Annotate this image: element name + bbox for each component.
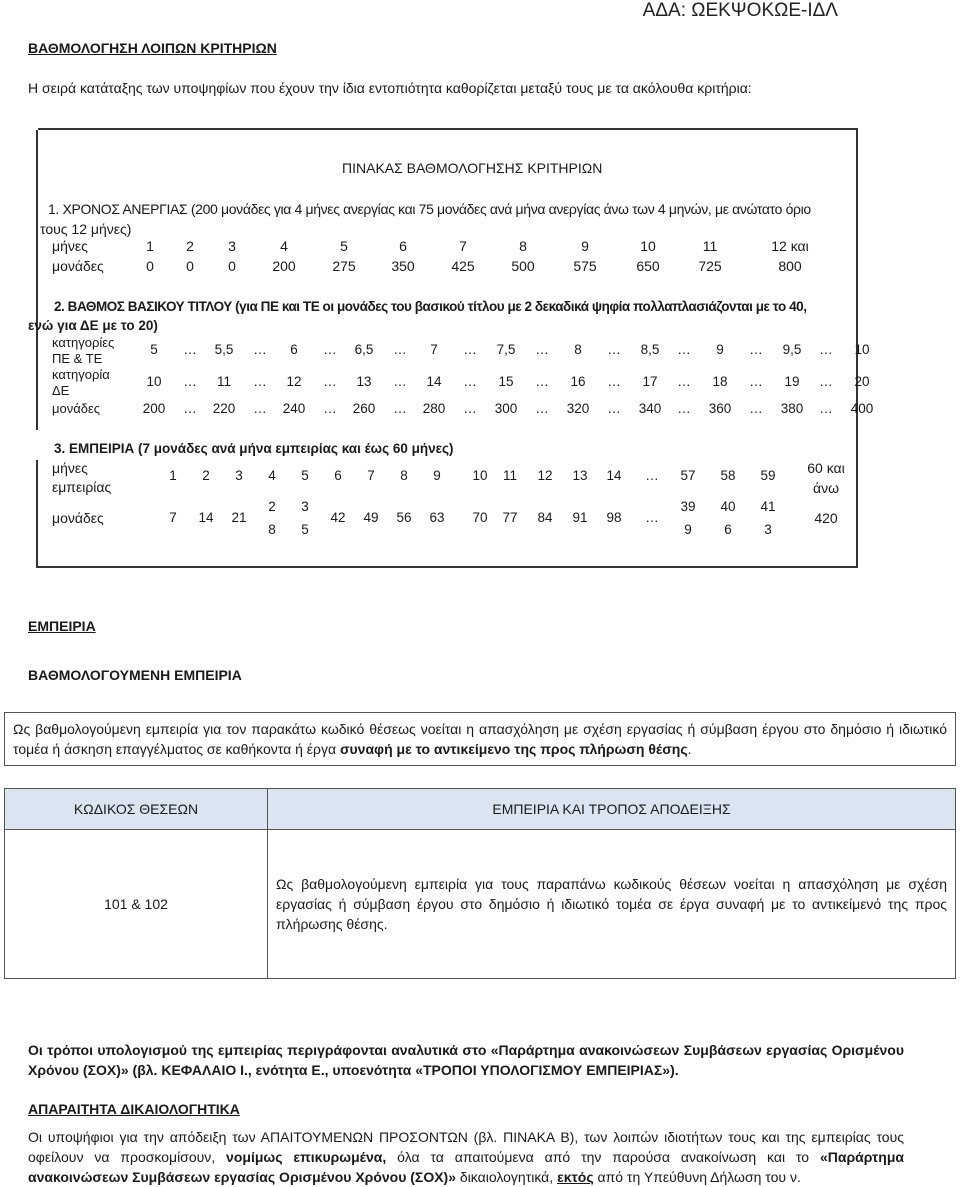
c2-de-9: 18 — [712, 374, 728, 389]
c2-points-10: 380 — [780, 401, 804, 416]
c2-de-5: 14 — [426, 374, 442, 389]
c2-pe-te-7: 8 — [574, 342, 582, 357]
c1-month-7: 7 — [459, 238, 467, 254]
c2-pe-te-9: 9 — [716, 342, 724, 357]
experience-codes-table — [4, 788, 956, 979]
c2-pe-te-label-b: ΠΕ & ΤΕ — [52, 351, 103, 366]
ada-code: ΑΔΑ: ΩΕΚΨΟΚΩΕ-ΙΔΛ — [642, 0, 838, 21]
experience-proof: Ως βαθμολογούμενη εμπειρία για τους παραπάνω κωδικούς θέσεων νοείται η απασχόληση με σχέση εργασίας ή σύμβαση έργου στο δημόσιο ή ιδιωτικό τομέα σε έργα συναφή με το αντικείμενό της προς πλήρωσης θέσης. — [268, 830, 956, 979]
c2-ellipsis-1-7: … — [677, 374, 691, 389]
docs-paragraph — [28, 1127, 904, 1187]
c1-month-8: 8 — [519, 238, 527, 254]
c3-month-3: 3 — [235, 468, 243, 483]
c3-month-5: 5 — [301, 468, 309, 483]
c3-points-last: 420 — [814, 510, 838, 526]
c1-points-9: 575 — [573, 258, 597, 274]
c3-month-12: 12 — [537, 468, 553, 483]
docs-text-4: από τη Υπεύθυνη Δήλωση του ν. — [593, 1169, 801, 1185]
intro-text: Η σειρά κατάταξης των υποψηφίων που έχουν την ίδια εντοπιότητα καθορίζεται μεταξύ τους με τα ακόλουθα κριτήρια: — [28, 80, 752, 96]
experience-definition-table — [4, 712, 956, 766]
c3-points-15: 39 — [680, 499, 696, 514]
c2-ellipsis-1-0: … — [183, 374, 197, 389]
c1-month-9: 9 — [581, 238, 589, 254]
c2-ellipsis-2-3: … — [393, 401, 407, 416]
c2-pe-te-3: 6 — [290, 342, 298, 357]
c2-points-7: 320 — [566, 401, 590, 416]
c3-points-16: 40 — [720, 499, 736, 514]
c2-ellipsis-1-9: … — [819, 374, 833, 389]
c2-ellipsis-1-1: … — [253, 374, 267, 389]
c1-points-12: 800 — [778, 258, 802, 274]
c1-points-3: 0 — [228, 258, 236, 274]
c1-points-label: μονάδες — [52, 258, 104, 274]
c3-points-17: 41 — [760, 499, 776, 514]
docs-bold-underline: εκτός — [557, 1169, 594, 1185]
c1-heading-cont: τους 12 μήνες) — [40, 221, 132, 237]
definition-end: . — [687, 741, 692, 757]
c2-ellipsis-2-4: … — [463, 401, 477, 416]
c3-month-7: 7 — [367, 468, 375, 483]
c2-pe-te-1: 5 — [150, 342, 158, 357]
c3-months-label-b: εμπειρίας — [52, 479, 112, 495]
c3-points-7: 49 — [363, 510, 379, 525]
c2-de-6: 15 — [498, 374, 514, 389]
c3-heading: 3. ΕΜΠΕΙΡΙΑ (7 μονάδες ανά μήνα εμπειρίας και έως 60 μήνες) — [54, 441, 454, 456]
c3-month-11: 11 — [502, 468, 517, 483]
c3-points-1: 7 — [169, 510, 177, 525]
c3-points-9: 63 — [429, 510, 445, 525]
c2-pe-te-2: 5,5 — [214, 342, 234, 357]
c2-de-8: 17 — [642, 374, 658, 389]
c3-month-4: 4 — [268, 468, 276, 483]
heading-other-criteria: ΒΑΘΜΟΛΟΓΗΣΗ ΛΟΙΠΩΝ ΚΡΙΤΗΡΙΩΝ — [28, 40, 277, 56]
docs-bold-2: «Παράρτημα ανακοινώσεων Συμβάσεων εργασίας Ορισμένου Χρόνου (ΣΟΧ)» — [28, 1149, 904, 1185]
c2-ellipsis-2-5: … — [535, 401, 549, 416]
c2-de-label: κατηγορία — [52, 367, 110, 382]
experience-title: ΕΜΠΕΙΡΙΑ — [28, 618, 96, 634]
c2-ellipsis-1-2: … — [323, 374, 337, 389]
c2-ellipsis-0-6: … — [607, 342, 621, 357]
c2-points-6: 300 — [494, 401, 518, 416]
c3-points-4: 2 — [268, 499, 276, 514]
c1-month-10: 10 — [640, 238, 656, 254]
docs-text-1: Οι υποψήφιοι για την απόδειξη των ΑΠΑΙΤΟΥΜΕΝΩΝ ΠΡΟΣΟΝΤΩΝ (βλ. ΠΙΝΑΚΑ Β), των λοιπών ιδιοτήτων τους και της εμπειρίας τους οφείλουν να προσκομίσουν, — [28, 1129, 904, 1165]
c1-month-3: 3 — [228, 238, 236, 254]
c3-month-6: 6 — [334, 468, 342, 483]
c2-ellipsis-0-9: … — [819, 342, 833, 357]
c3-points-bot-4: 8 — [268, 522, 276, 537]
c1-month-6: 6 — [399, 238, 407, 254]
calc-note: Οι τρόποι υπολογισμού της εμπειρίας περιγράφονται αναλυτικά στο «Παράρτημα ανακοινώσεων Συμβάσεων εργασίας Ορισμένου Χρόνου (ΣΟΧ)» (βλ. ΚΕΦΑΛΑΙΟ Ι., ενότητα Ε., υποενότητα «ΤΡΟΠΟΙ ΥΠΟΛΟΓΙΣΜΟΥ ΕΜΠΕΙΡΙΑΣ»). — [28, 1042, 904, 1078]
c3-points-bot-16: 6 — [724, 522, 732, 537]
c2-heading: 2. ΒΑΘΜΟΣ ΒΑΣΙΚΟΥ ΤΙΤΛΟΥ (για ΠΕ και ΤΕ οι μονάδες του βασικού τίτλου με 2 δεκαδικά ψηφία πολλαπλασιάζονται με το 40, — [54, 299, 807, 314]
c2-pe-te-11: 10 — [854, 342, 870, 357]
c1-points-10: 650 — [636, 258, 660, 274]
c1-months-label: μήνες — [52, 238, 88, 254]
c1-points-8: 500 — [511, 258, 535, 274]
c2-de-10: 19 — [784, 374, 800, 389]
definition-text: Ως βαθμολογούμενη εμπειρία για τον παρακάτω κωδικό θέσεως νοείται η απασχόληση με σχέση εργασίας ή σύμβαση έργου στο δημόσιο ή ιδιωτικό τομέα ή άσκηση επαγγέλματος σε καθήκοντα ή έργα — [13, 721, 947, 757]
c1-heading: 1. ΧΡΟΝΟΣ ΑΝΕΡΓΙΑΣ (200 μονάδες για 4 μήνες ανεργίας και 75 μονάδες ανά μήνα ανεργίας άνω των 4 μηνών, με ανώτατο όριο — [48, 201, 811, 217]
c2-de-3: 12 — [286, 374, 302, 389]
c2-points-1: 200 — [142, 401, 166, 416]
c3-points-13: 91 — [572, 510, 588, 525]
c3-points-6: 42 — [330, 510, 346, 525]
c3-points-bot-15: 9 — [684, 522, 692, 537]
c2-ellipsis-2-0: … — [183, 401, 197, 416]
c2-points-11: 400 — [850, 401, 874, 416]
c3-points-8: 56 — [396, 510, 412, 525]
c2-ellipsis-0-5: … — [535, 342, 549, 357]
c2-points-label: μονάδες — [52, 401, 101, 416]
c3-points-mid-5: 3 — [301, 499, 309, 514]
c3-points-11: 77 — [502, 510, 518, 525]
experience-definition — [5, 713, 956, 766]
c2-points-2: 220 — [212, 401, 236, 416]
c3-points-2: 14 — [198, 510, 214, 525]
c2-de-7: 16 — [570, 374, 586, 389]
c3-month-16: 58 — [720, 468, 736, 483]
c1-month-11: 11 — [702, 238, 718, 254]
c2-de-4: 13 — [356, 374, 372, 389]
c2-de-11: 20 — [854, 374, 870, 389]
c2-points-5: 280 — [422, 401, 446, 416]
c2-de-1: 10 — [146, 374, 162, 389]
c3-month-17: 59 — [760, 468, 776, 483]
c2-ellipsis-2-2: … — [323, 401, 337, 416]
c2-pe-te-5: 7 — [430, 342, 438, 357]
col-header-code: ΚΩΔΙΚΟΣ ΘΕΣΕΩΝ — [5, 789, 268, 830]
c2-pe-te-10: 9,5 — [782, 342, 802, 357]
c3-month-8: 8 — [400, 468, 408, 483]
c2-ellipsis-1-3: … — [393, 374, 407, 389]
c2-ellipsis-1-4: … — [463, 374, 477, 389]
definition-bold: συναφή με το αντικείμενο της προς πλήρωση θέσης — [339, 741, 688, 757]
c1-points-2: 0 — [186, 258, 194, 274]
c3-month-9: 9 — [433, 468, 441, 483]
c2-de-2: 11 — [216, 374, 231, 389]
col-header-proof: ΕΜΠΕΙΡΙΑ ΚΑΙ ΤΡΟΠΟΣ ΑΠΟΔΕΙΞΗΣ — [268, 789, 956, 830]
c2-ellipsis-0-0: … — [183, 342, 197, 357]
criteria-title: ΠΙΝΑΚΑΣ ΒΑΘΜΟΛΟΓΗΣΗΣ ΚΡΙΤΗΡΙΩΝ — [342, 160, 603, 176]
c2-pe-te-label: κατηγορίες — [52, 335, 115, 350]
c3-points-bot-5: 5 — [301, 522, 309, 537]
position-code: 101 & 102 — [5, 830, 268, 979]
c2-pe-te-4: 6,5 — [354, 342, 374, 357]
c3-points-3: 21 — [231, 510, 247, 525]
c2-de-label-b: ΔΕ — [52, 383, 70, 398]
c2-heading-cont: ενώ για ΔΕ με το 20) — [28, 318, 158, 333]
c3-month-2: 2 — [202, 468, 210, 483]
c2-ellipsis-1-8: … — [749, 374, 763, 389]
c3-points-ellipsis: … — [645, 510, 659, 525]
c1-points-5: 275 — [332, 258, 356, 274]
c2-pe-te-6: 7,5 — [496, 342, 516, 357]
c2-points-9: 360 — [708, 401, 732, 416]
c3-points-14: 98 — [606, 510, 622, 525]
c3-points-bot-17: 3 — [764, 522, 772, 537]
c3-month-1: 1 — [169, 468, 177, 483]
c1-points-11: 725 — [698, 258, 722, 274]
c2-points-8: 340 — [638, 401, 662, 416]
c2-ellipsis-2-9: … — [819, 401, 833, 416]
c3-month-13: 13 — [572, 468, 588, 483]
c3-months-last: 60 και — [807, 460, 845, 476]
c1-month-1: 1 — [146, 238, 154, 254]
c1-points-4: 200 — [272, 258, 296, 274]
c2-ellipsis-0-3: … — [393, 342, 407, 357]
c2-ellipsis-1-6: … — [607, 374, 621, 389]
c3-months-last-b: άνω — [812, 480, 840, 496]
c3-points-12: 84 — [537, 510, 553, 525]
c3-month-14: 14 — [606, 468, 622, 483]
docs-text-3: δικαιολογητικά, — [456, 1169, 558, 1185]
c2-points-4: 260 — [352, 401, 376, 416]
c2-ellipsis-0-1: … — [253, 342, 267, 357]
c1-points-7: 425 — [451, 258, 475, 274]
c2-ellipsis-0-8: … — [749, 342, 763, 357]
c2-ellipsis-2-6: … — [607, 401, 621, 416]
c3-points-label: μονάδες — [52, 510, 104, 526]
c3-months-label: μήνες — [52, 460, 88, 476]
c3-month-10: 10 — [472, 468, 488, 483]
c2-ellipsis-0-4: … — [463, 342, 477, 357]
c2-ellipsis-0-2: … — [323, 342, 337, 357]
experience-subtitle: ΒΑΘΜΟΛΟΓΟΥΜΕΝΗ ΕΜΠΕΙΡΙΑ — [28, 667, 242, 683]
docs-text-2: όλα τα απαιτούμενα από την παρούσα ανακοίνωση και το — [386, 1149, 820, 1165]
c3-points-10: 70 — [472, 510, 488, 525]
c1-month-5: 5 — [340, 238, 348, 254]
docs-title: ΑΠΑΡΑΙΤΗΤΑ ΔΙΚΑΙΟΛΟΓΗΤΙΚΑ — [28, 1101, 240, 1117]
c1-points-6: 350 — [391, 258, 415, 274]
c2-points-3: 240 — [282, 401, 306, 416]
c1-month-2: 2 — [186, 238, 194, 254]
c2-ellipsis-0-7: … — [677, 342, 691, 357]
c3-month-15: 57 — [680, 468, 696, 483]
c2-ellipsis-2-1: … — [253, 401, 267, 416]
c1-points-1: 0 — [146, 258, 154, 274]
c1-month-4: 4 — [280, 238, 288, 254]
c1-month-12: 12 και — [771, 238, 809, 254]
c2-ellipsis-1-5: … — [535, 374, 549, 389]
c2-ellipsis-2-8: … — [749, 401, 763, 416]
c3-months-ellipsis: … — [645, 468, 659, 483]
c2-ellipsis-2-7: … — [677, 401, 691, 416]
c2-pe-te-8: 8,5 — [640, 342, 660, 357]
docs-bold-1: νομίμως επικυρωμένα, — [226, 1149, 387, 1165]
